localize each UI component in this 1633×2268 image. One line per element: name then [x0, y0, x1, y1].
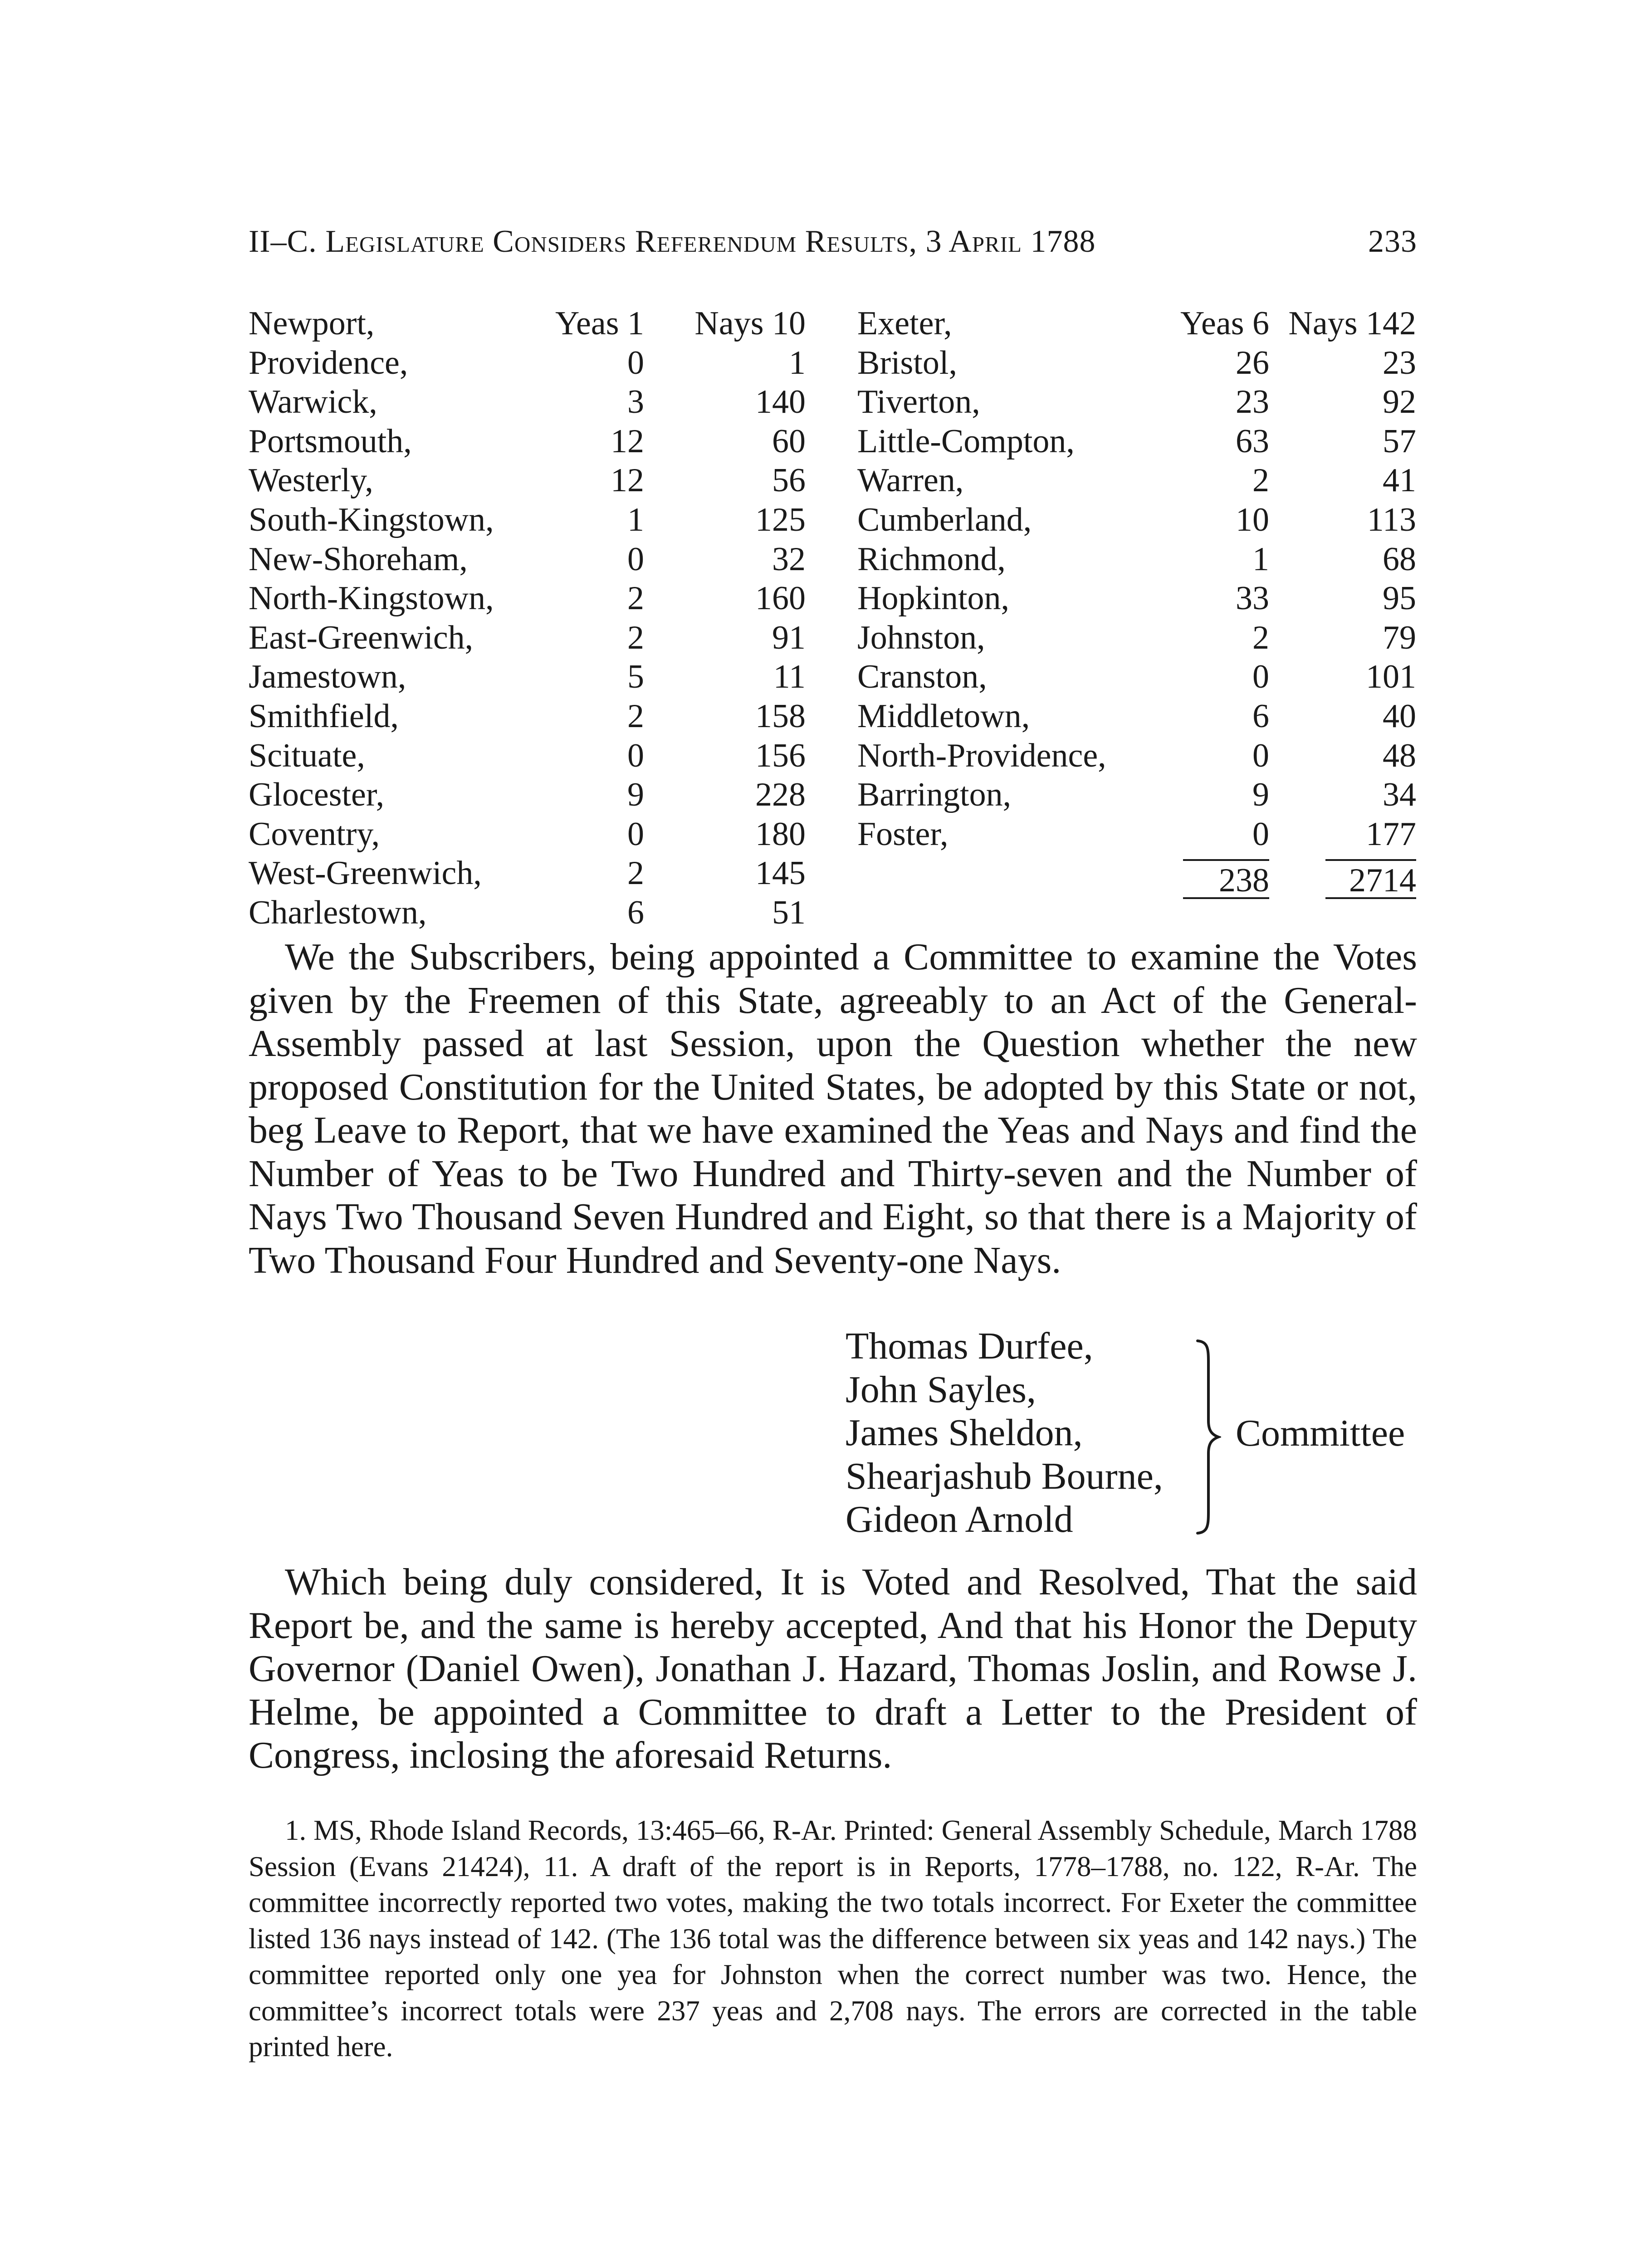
yeas-value: 23 [1236, 383, 1269, 421]
nays-value: 57 [1383, 422, 1416, 460]
town-name: Coventry, [249, 815, 380, 853]
nays-value: 113 [1367, 501, 1416, 538]
signer-name: Gideon Arnold [846, 1498, 1073, 1540]
committee-label: Committee [1236, 1412, 1405, 1454]
yeas-value: 0 [627, 344, 644, 381]
signer-name: James Sheldon, [846, 1412, 1083, 1454]
nays-value: 91 [772, 619, 806, 656]
table-row [249, 815, 806, 854]
town-name: Newport, [249, 305, 375, 342]
town-name: East-Greenwich, [249, 619, 474, 656]
table-row [249, 697, 806, 736]
town-name: Jamestown, [249, 658, 406, 696]
table-header-row [857, 304, 1416, 343]
town-name: Little-Compton, [857, 422, 1075, 460]
yeas-value: 1 [627, 501, 644, 538]
nays-value: Nays 10 [694, 305, 806, 342]
signer-name: Thomas Durfee, [846, 1325, 1093, 1367]
table-row [857, 657, 1416, 697]
yeas-value: 10 [1236, 501, 1269, 538]
nays-value: 145 [755, 855, 806, 892]
table-row [857, 815, 1416, 854]
yeas-value: 12 [611, 462, 644, 499]
yeas-value: 0 [1252, 658, 1269, 696]
table-row [249, 382, 806, 422]
yeas-total: 238 [1183, 859, 1269, 899]
yeas-value: 5 [627, 658, 644, 696]
resolution-paragraph: Which being duly considered, It is Voted and Resolved, That the said Report be, and the same is hereby accepted, And that his Honor the Deputy Governor (Daniel Owen), Jonathan J. Hazard, Thomas Joslin, and Rowse J. Helme, be appointed a Committee to draft a Letter to the President of Congress, inclosing the aforesaid Returns. [249, 1561, 1417, 1776]
curly-brace [1194, 1339, 1221, 1535]
town-name: North-Providence, [857, 737, 1106, 774]
town-name: South-Kingstown, [249, 501, 494, 538]
nays-value: 125 [755, 501, 806, 538]
table-row [249, 854, 806, 893]
yeas-value: 6 [627, 894, 644, 931]
nays-value: 40 [1383, 697, 1416, 735]
votes-table-left [249, 304, 806, 933]
yeas-value: 12 [611, 422, 644, 460]
nays-value: 23 [1383, 344, 1416, 381]
table-row [249, 736, 806, 776]
town-name: Providence, [249, 344, 408, 381]
section-prefix: II–C. [249, 224, 317, 259]
table-row [857, 343, 1416, 383]
town-name: Westerly, [249, 462, 373, 499]
yeas-value: 2 [1252, 462, 1269, 499]
yeas-value: Yeas 6 [1180, 305, 1269, 342]
header-title: Legislature Considers Referendum Results, 3 April 1788 [325, 224, 1096, 259]
table-header-row [249, 304, 806, 343]
town-name: Cranston, [857, 658, 987, 696]
yeas-value: 26 [1236, 344, 1269, 381]
yeas-value: 2 [627, 619, 644, 656]
totals-row [857, 854, 1416, 900]
votes-table-right [857, 304, 1416, 900]
table-row [249, 540, 806, 579]
town-name: Scituate, [249, 737, 365, 774]
yeas-value: Yeas 1 [555, 305, 644, 342]
town-name: Portsmouth, [249, 422, 412, 460]
nays-value: 32 [772, 540, 806, 578]
table-row [857, 736, 1416, 776]
town-name: Warwick, [249, 383, 377, 421]
yeas-value: 2 [627, 697, 644, 735]
nays-value: 56 [772, 462, 806, 499]
table-row [249, 579, 806, 618]
table-row [249, 422, 806, 461]
nays-value: 158 [755, 697, 806, 735]
nays-value: 180 [755, 815, 806, 853]
table-row [857, 697, 1416, 736]
nays-value: 92 [1383, 383, 1416, 421]
page-number: 233 [1368, 224, 1417, 259]
town-name: Charlestown, [249, 894, 427, 931]
table-row [857, 540, 1416, 579]
yeas-value: 0 [627, 737, 644, 774]
table-row [857, 382, 1416, 422]
town-name: Tiverton, [857, 383, 980, 421]
nays-value: 41 [1383, 462, 1416, 499]
town-name: Cumberland, [857, 501, 1032, 538]
nays-value: 160 [755, 580, 806, 617]
yeas-value: 9 [627, 776, 644, 814]
town-name: Middletown, [857, 697, 1030, 735]
running-header [249, 221, 1417, 262]
yeas-value: 33 [1236, 580, 1269, 617]
yeas-value: 63 [1236, 422, 1269, 460]
table-row [857, 579, 1416, 618]
nays-value: 51 [772, 894, 806, 931]
nays-value: 95 [1383, 580, 1416, 617]
signer-name: Shearjashub Bourne, [846, 1455, 1163, 1497]
yeas-value: 2 [627, 855, 644, 892]
town-name: Richmond, [857, 540, 1006, 578]
nays-value: 156 [755, 737, 806, 774]
town-name: Warren, [857, 462, 964, 499]
town-name: Hopkinton, [857, 580, 1010, 617]
town-name: Johnston, [857, 619, 985, 656]
nays-value: 48 [1383, 737, 1416, 774]
nays-total: 2714 [1325, 859, 1416, 899]
table-row [857, 461, 1416, 500]
table-row [249, 343, 806, 383]
footnote: 1. MS, Rhode Island Records, 13:465–66, R-Ar. Printed: General Assembly Schedule, March 1788 Session (Evans 21424), 11. A draft of the report is in Reports, 1778–1788, no. 122, R-Ar. The committee incorrectly reported two votes, making the two totals incorrect. For Exeter the committee listed 136 nays instead of 142. (The 136 total was the difference between six yeas and 142 nays.) The committee reported only one yea for Johnston when the correct number was two. Hence, the committee’s incorrect totals were 237 yeas and 2,708 nays. The errors are corrected in the table printed here. [249, 1814, 1417, 2063]
table-row [857, 618, 1416, 658]
yeas-value: 0 [1252, 737, 1269, 774]
nays-value: 68 [1383, 540, 1416, 578]
table-row [249, 618, 806, 658]
table-row [857, 422, 1416, 461]
yeas-value: 9 [1252, 776, 1269, 814]
nays-value: 1 [789, 344, 806, 381]
town-name: North-Kingstown, [249, 580, 494, 617]
yeas-value: 3 [627, 383, 644, 421]
table-row [857, 775, 1416, 815]
table-row [249, 657, 806, 697]
yeas-value: 0 [1252, 815, 1269, 853]
signers-list [846, 1325, 1163, 1541]
town-name: West-Greenwich, [249, 855, 482, 892]
town-name: Barrington, [857, 776, 1012, 814]
nays-value: Nays 142 [1288, 305, 1416, 342]
nays-value: 228 [755, 776, 806, 814]
town-name: Exeter, [857, 305, 952, 342]
town-name: Foster, [857, 815, 949, 853]
nays-value: 140 [755, 383, 806, 421]
nays-value: 11 [773, 658, 806, 696]
nays-value: 79 [1383, 619, 1416, 656]
town-name: Bristol, [857, 344, 957, 381]
table-row [249, 893, 806, 933]
signer-name: John Sayles, [846, 1368, 1036, 1411]
yeas-value: 6 [1252, 697, 1269, 735]
nays-value: 34 [1383, 776, 1416, 814]
yeas-value: 0 [627, 815, 644, 853]
town-name: Smithfield, [249, 697, 399, 735]
nays-value: 101 [1366, 658, 1416, 696]
table-row [857, 500, 1416, 540]
yeas-value: 0 [627, 540, 644, 578]
yeas-value: 1 [1252, 540, 1269, 578]
nays-value: 177 [1366, 815, 1416, 853]
table-row [249, 775, 806, 815]
town-name: Glocester, [249, 776, 385, 814]
yeas-value: 2 [1252, 619, 1269, 656]
yeas-value: 2 [627, 580, 644, 617]
table-row [249, 461, 806, 500]
town-name: New-Shoreham, [249, 540, 468, 578]
nays-value: 60 [772, 422, 806, 460]
table-row [249, 500, 806, 540]
committee-report-paragraph: We the Subscribers, being appointed a Committee to examine the Votes given by the Freemen of this State, agreeably to an Act of the General-Assembly passed at last Session, upon the Question whether the new proposed Constitution for the United States, be adopted by this State or not, beg Leave to Report, that we have examined the Yeas and Nays and find the Number of Yeas to be Two Hundred and Thirty-seven and the Number of Nays Two Thousand Seven Hundred and Eight, so that there is a Majority of Two Thousand Four Hundred and Seventy-one Nays. [249, 936, 1417, 1281]
